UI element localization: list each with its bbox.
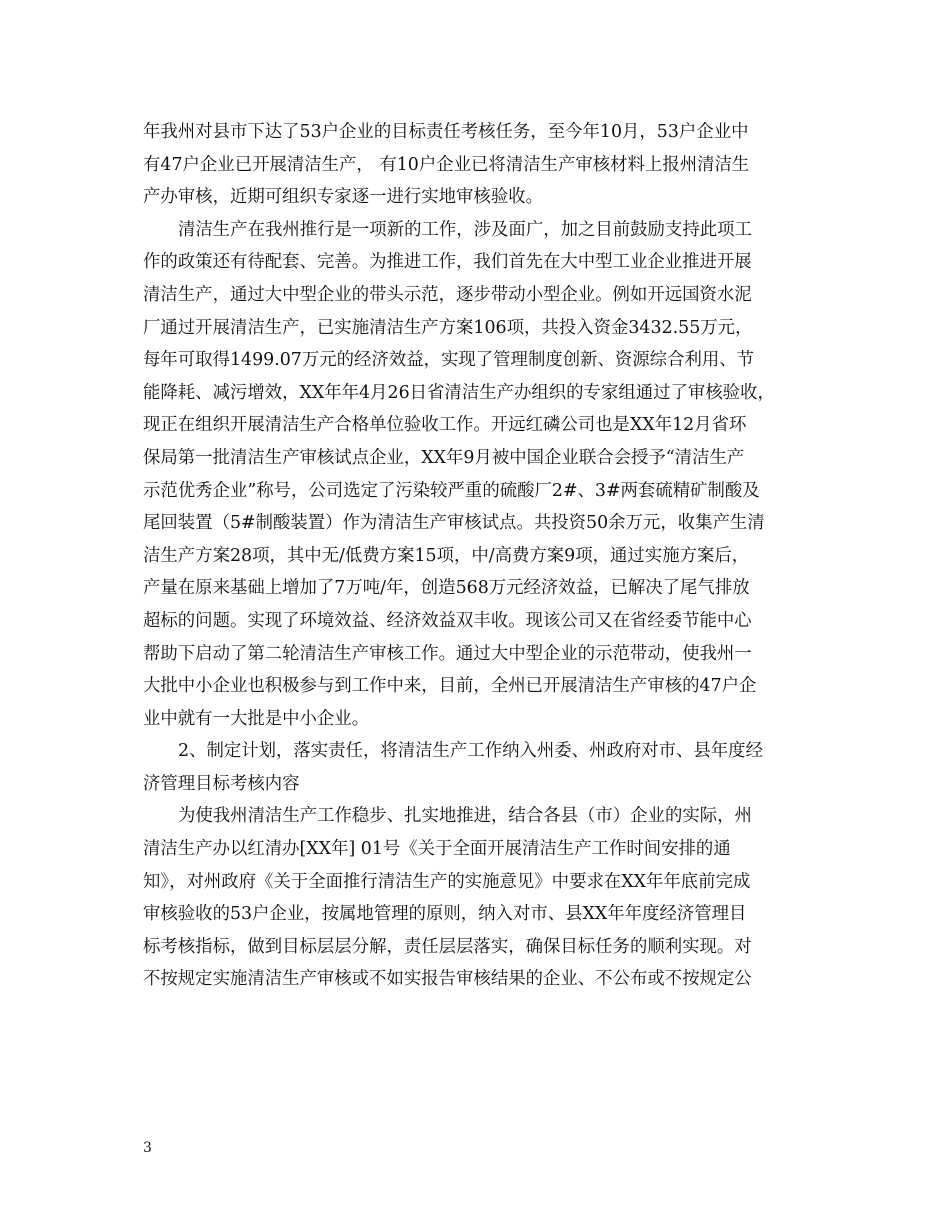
text-line: 标考核指标，做到目标层层分解，责任层层落实，确保目标任务的顺利实现。对 xyxy=(143,936,752,957)
text-line: 业中就有一大批是中小企业。 xyxy=(143,708,370,729)
text-line: 能降耗、减污增效，XX年年4月26日省清洁生产办组织的专家组通过了审核验收， xyxy=(143,382,775,403)
page-number: 3 xyxy=(143,1140,152,1156)
text-line: 知》，对州政府《关于全面推行清洁生产的实施意见》中要求在XX年年底前完成 xyxy=(143,871,751,892)
paragraph-first-line: 为使我州清洁生产工作稳步、扎实地推进，结合各县（市）企业的实际，州 xyxy=(178,806,752,827)
section-heading-continued: 济管理目标考核内容 xyxy=(143,773,300,794)
text-line: 作的政策还有待配套、完善。为推进工作，我们首先在大中型工业企业推进开展 xyxy=(143,252,752,273)
text-line: 现正在组织开展清洁生产合格单位验收工作。开远红磷公司也是XX年12月省环 xyxy=(143,415,747,436)
text-line: 帮助下启动了第二轮清洁生产审核工作。通过大中型企业的示范带动，使我州一 xyxy=(143,643,752,664)
text-line: 产量在原来基础上增加了7万吨/年，创造568万元经济效益，已解决了尾气排放 xyxy=(143,578,750,599)
text-line: 超标的问题。实现了环境效益、经济效益双丰收。现该公司又在省经委节能中心 xyxy=(143,610,752,631)
body-text xyxy=(143,116,808,996)
text-line: 有47户企业已开展清洁生产， 有10户企业已将清洁生产审核材料上报州清洁生 xyxy=(143,154,750,175)
text-line: 清洁生产，通过大中型企业的带头示范，逐步带动小型企业。例如开远国资水泥 xyxy=(143,284,752,305)
text-line: 审核验收的53户企业，按属地管理的原则，纳入对市、县XX年年度经济管理目 xyxy=(143,904,747,925)
text-line: 保局第一批清洁生产审核试点企业，XX年9月被中国企业联合会授予“清洁生产 xyxy=(143,447,745,468)
paragraph-first-line: 清洁生产在我州推行是一项新的工作，涉及面广，加之目前鼓励支持此项工 xyxy=(178,219,752,240)
text-line: 厂通过开展清洁生产，已实施清洁生产方案106项，共投入资金3432.55万元， xyxy=(143,317,753,338)
section-heading: 2、制定计划，落实责任，将清洁生产工作纳入州委、州政府对市、县年度经 xyxy=(178,741,763,762)
text-line: 洁生产方案28项，其中无/低费方案15项，中/高费方案9项，通过实施方案后， xyxy=(143,545,750,566)
text-line: 大批中小企业也积极参与到工作中来，目前，全州已开展清洁生产审核的47户企 xyxy=(143,676,757,697)
text-line: 每年可取得1499.07万元的经济效益，实现了管理制度创新、资源综合利用、节 xyxy=(143,350,755,371)
text-line: 不按规定实施清洁生产审核或不如实报告审核结果的企业、不公布或不按规定公 xyxy=(143,969,752,990)
text-line: 尾回装置（5#制酸装置）作为清洁生产审核试点。共投资50余万元，收集产生清 xyxy=(143,513,765,534)
text-line: 清洁生产办以红清办[XX年] 01号《关于全面开展清洁生产工作时间安排的通 xyxy=(143,839,731,860)
text-line: 年我州对县市下达了53户企业的目标责任考核任务，至今年10月，53户企业中 xyxy=(143,122,749,142)
text-line: 示范优秀企业”称号，公司选定了污染较严重的硫酸厂2#、3#两套硫精矿制酸及 xyxy=(143,480,760,501)
text-line: 产办审核，近期可组织专家逐一进行实地审核验收。 xyxy=(143,187,543,208)
